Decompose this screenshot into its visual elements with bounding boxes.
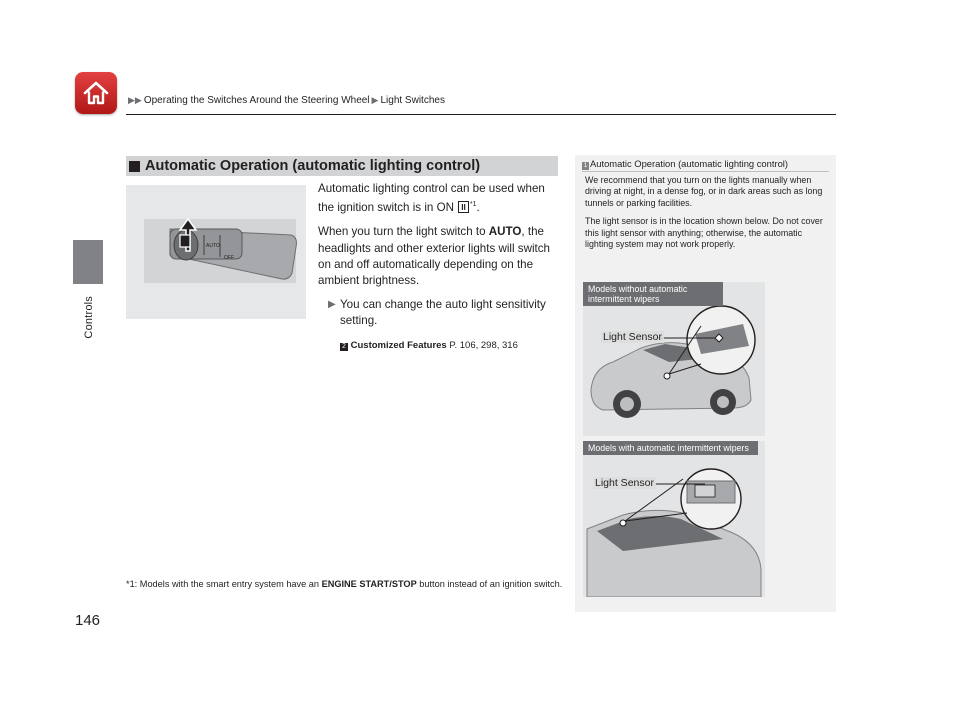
breadcrumb-arrow-icon: ▶▶ — [128, 95, 142, 105]
sidebar-number-icon: 1 — [583, 162, 588, 169]
body-paragraph-2: When you turn the light switch to AUTO, the headlights and other exterior lights will switch on and off automatically depending on the ambient brightness. — [318, 225, 550, 288]
sidebar-paragraph-1: We recommend that you turn on the lights manually when driving at night, in a dense fog, or in dark areas such as long tunnels or parking facilities. — [585, 175, 823, 208]
xref-title: Customized Features — [350, 339, 447, 351]
light-sensor-label: Light Sensor — [595, 477, 654, 489]
page-number: 146 — [75, 612, 101, 629]
bullet-arrow-icon: ▶ — [328, 299, 336, 311]
sensor-location-panel-with-auto-wipers — [583, 441, 765, 597]
auto-position-label: AUTO — [488, 225, 522, 239]
breadcrumb — [128, 95, 445, 106]
chapter-tab-label: Controls — [83, 296, 95, 339]
sidebar-body — [585, 175, 825, 257]
customized-features-link[interactable] — [340, 338, 558, 354]
home-icon — [82, 79, 110, 107]
sidebar-heading: 1 Automatic Operation (automatic lighting control) — [583, 158, 789, 169]
sensor-location-panel-without-auto-wipers — [583, 282, 765, 436]
body-text — [318, 181, 558, 354]
sidebar-paragraph-2: The light sensor is in the location shown below. Do not cover this light sensor with anything; otherwise, the automatic lighting system may not work properly. — [585, 216, 823, 250]
car-illustration — [583, 441, 765, 597]
ignition-on-key-icon: II — [458, 201, 469, 213]
breadcrumb-link-light-switches[interactable]: Light Switches — [380, 95, 445, 106]
chapter-tab[interactable] — [73, 240, 103, 284]
panel-tag: Models without automatic intermittent wipers — [583, 282, 723, 306]
stalk-auto-label: AUTO — [206, 243, 220, 249]
sidebar-divider — [582, 171, 829, 172]
sensitivity-note: ▶ You can change the auto light sensitivity setting. — [328, 298, 546, 328]
cross-reference-icon: 2 — [340, 343, 348, 351]
body-paragraph-1: Automatic lighting control can be used when the ignition switch is in ON II $^{*1}$. — [318, 182, 545, 215]
footnote: *1: Models with the smart entry system have an ENGINE START/STOP button instead of an ignition switch. — [126, 579, 563, 589]
header-divider — [126, 114, 836, 115]
section-heading-bar — [126, 156, 558, 176]
footnote-ref[interactable]: *1 — [469, 201, 477, 209]
light-switch-illustration — [126, 185, 306, 319]
xref-pages: P. 106, 298, 316 — [446, 339, 518, 351]
home-button[interactable] — [75, 72, 117, 114]
stalk-off-label: OFF — [224, 255, 234, 261]
engine-start-stop-label: ENGINE START/STOP — [321, 579, 417, 589]
light-sensor-label: Light Sensor — [603, 331, 662, 343]
section-square-icon — [129, 161, 140, 172]
breadcrumb-link-switches[interactable]: Operating the Switches Around the Steering Wheel — [143, 95, 370, 106]
panel-tag: Models with automatic intermittent wipers — [583, 441, 758, 455]
breadcrumb-separator-icon: ▶ — [371, 95, 379, 105]
section-title: Automatic Operation (automatic lighting control) — [145, 158, 481, 174]
